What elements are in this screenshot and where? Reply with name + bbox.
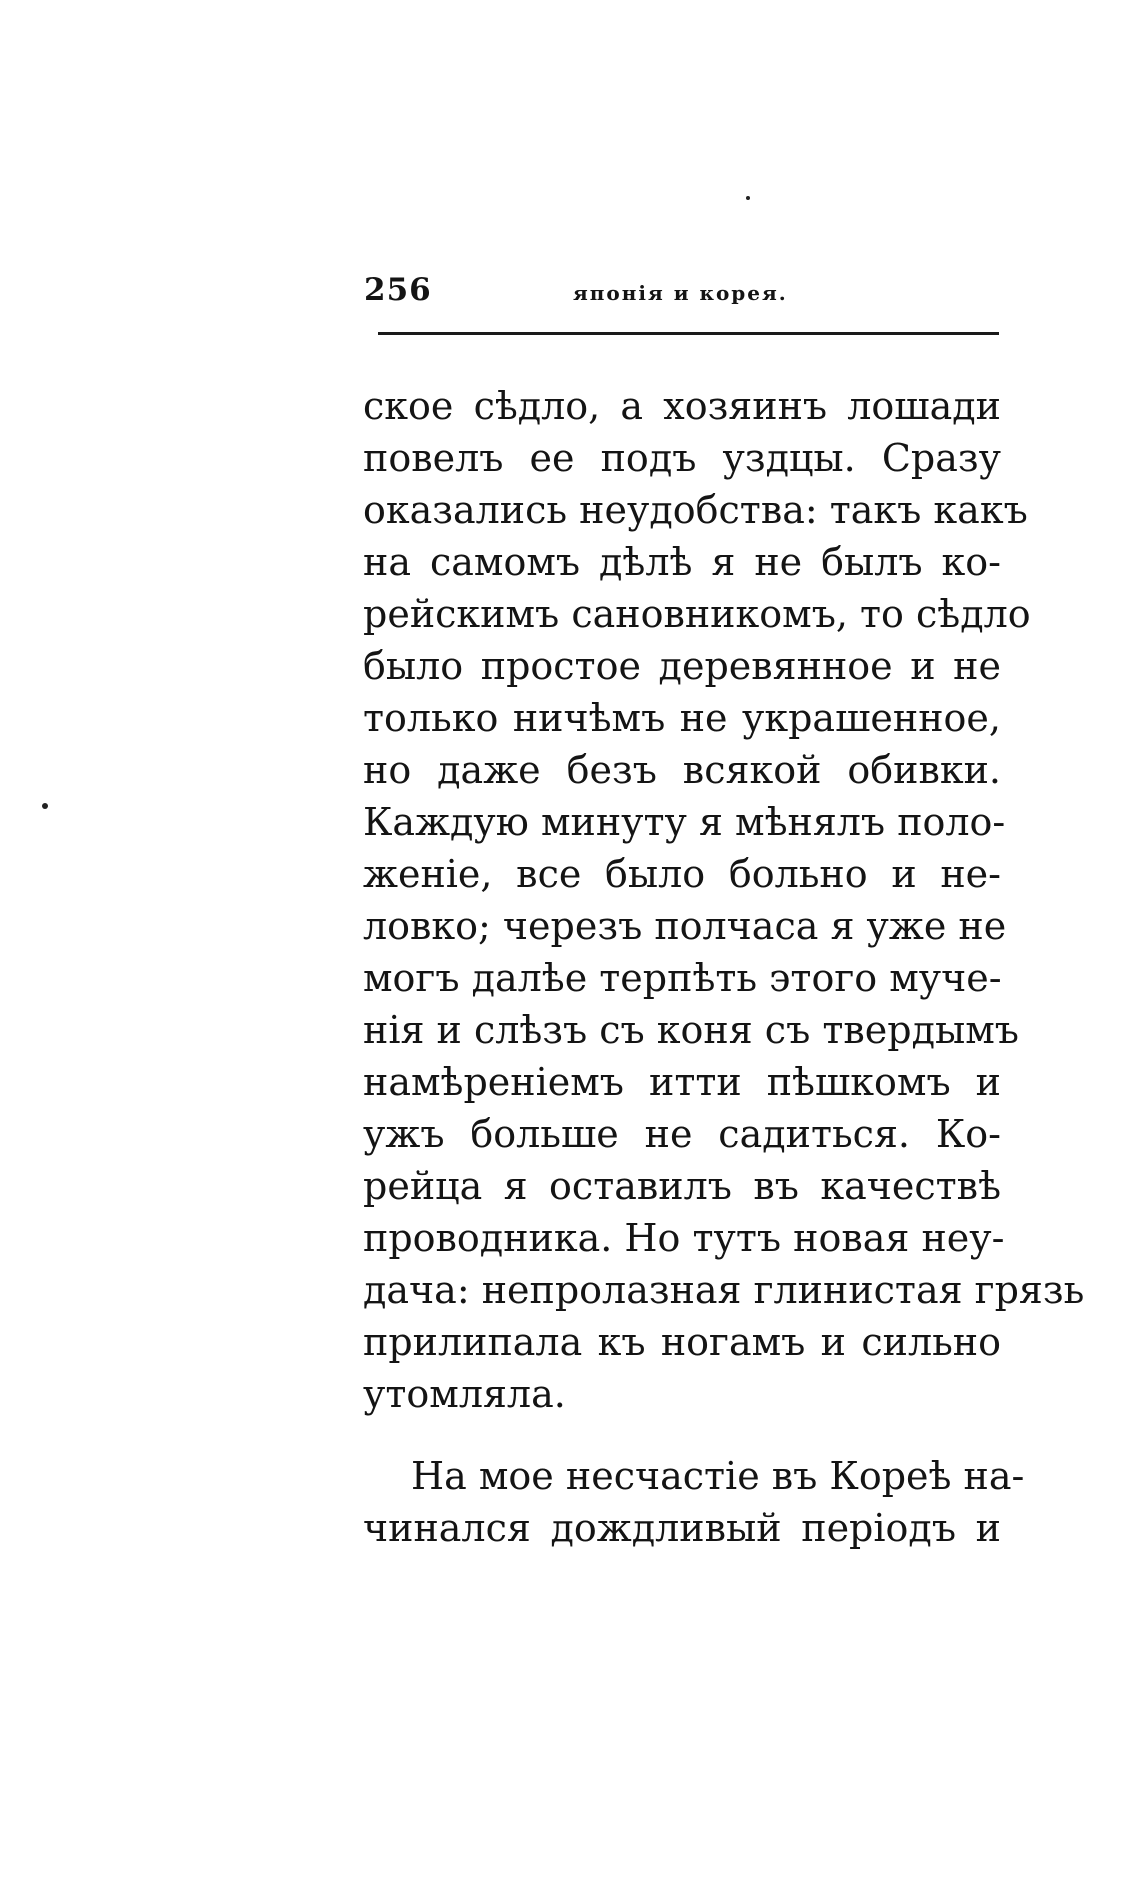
running-title: японія и корея. xyxy=(573,281,788,305)
page-number: 256 xyxy=(364,272,432,308)
text-line: нія и слѣзъ съ коня съ твердымъ xyxy=(363,1008,1019,1052)
text-line: дача: непролазная глинистая грязь xyxy=(363,1268,1085,1312)
ink-speck xyxy=(42,803,48,809)
paragraph xyxy=(363,380,1085,1420)
text-line: чинался дождливый періодъ и xyxy=(363,1506,1001,1550)
text-line: Каждую минуту я мѣнялъ поло- xyxy=(363,800,1006,844)
header-rule xyxy=(378,332,999,335)
text-line: прилипала къ ногамъ и сильно xyxy=(363,1320,1001,1364)
text-line: только ничѣмъ не украшенное, xyxy=(363,696,1001,740)
text-line: ловко; черезъ полчаса я уже не xyxy=(363,904,1007,948)
text-line: рейца я оставилъ въ качествѣ xyxy=(363,1164,1001,1208)
ink-speck xyxy=(746,196,750,200)
text-line: На мое несчастіе въ Кореѣ на- xyxy=(411,1454,1025,1498)
running-head xyxy=(364,272,1001,316)
text-line: оказались неудобства: такъ какъ xyxy=(363,488,1028,532)
text-line: могъ далѣе терпѣть этого муче- xyxy=(363,956,1002,1000)
text-line: повелъ ее подъ уздцы. Сразу xyxy=(363,436,1001,480)
text-line: было простое деревянное и не xyxy=(363,644,1001,688)
text-line: на самомъ дѣлѣ я не былъ ко- xyxy=(363,540,1001,584)
body-text xyxy=(363,380,1085,1554)
text-line: намѣреніемъ итти пѣшкомъ и xyxy=(363,1060,1001,1104)
text-line: проводника. Но тутъ новая неу- xyxy=(363,1216,1005,1260)
paragraph-gap xyxy=(363,1420,1001,1450)
text-line: ужъ больше не садиться. Ко- xyxy=(363,1112,1001,1156)
text-line: рейскимъ сановникомъ, то сѣдло xyxy=(363,592,1031,636)
text-line: но даже безъ всякой обивки. xyxy=(363,748,1001,792)
text-line: ское сѣдло, а хозяинъ лошади xyxy=(363,384,1001,428)
text-line: женіе, все было больно и не- xyxy=(363,852,1001,896)
text-line: утомляла. xyxy=(363,1372,566,1416)
paragraph xyxy=(363,1450,1025,1554)
